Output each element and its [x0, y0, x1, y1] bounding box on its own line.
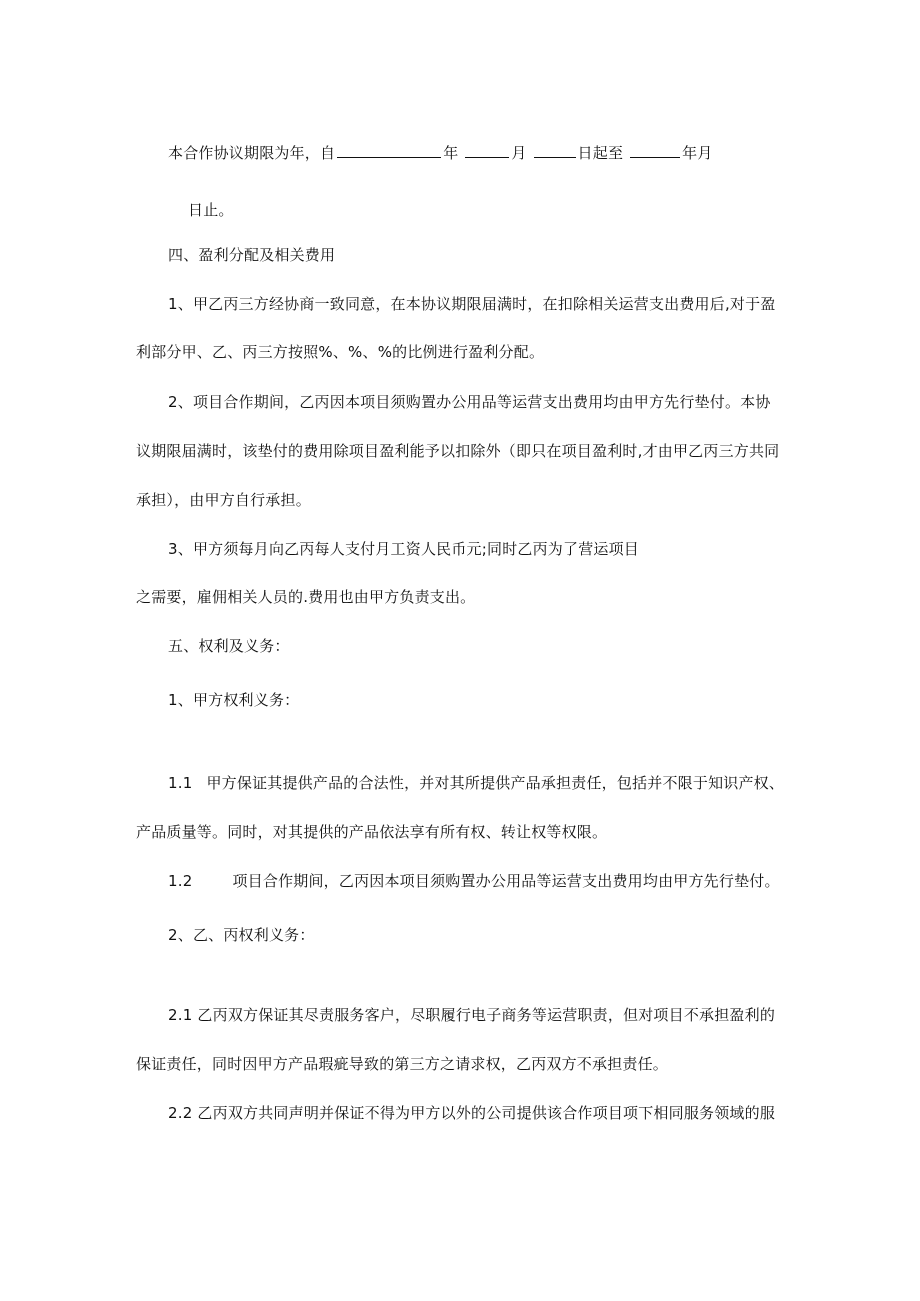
- term-text-start: 本合作协议期限为年，自: [168, 144, 336, 162]
- section-4-heading: 四、盈利分配及相关费用: [168, 246, 336, 264]
- term-text-year-month: 年月: [682, 144, 713, 162]
- clause-5-1-1-number: 1.1: [168, 774, 193, 792]
- term-text-year: 年: [443, 144, 459, 162]
- day-blank-1: [534, 143, 576, 158]
- month-blank-1: [465, 143, 509, 158]
- term-text-month: 月: [511, 144, 527, 162]
- year-blank-1: [337, 143, 441, 158]
- clause-4-1-line-2: 利部分甲、乙、丙三方按照%、%、%的比例进行盈利分配。: [136, 343, 545, 361]
- clause-5-1-1-line-1: [168, 773, 784, 793]
- clause-4-3-line-2: 之需要，雇佣相关人员的.费用也由甲方负责支出。: [136, 588, 476, 606]
- clause-5-2-1-line-2: 保证责任，同时因甲方产品瑕疵导致的第三方之请求权，乙丙双方不承担责任。: [136, 1055, 669, 1073]
- clause-5-2-2-line-1: 2.2 乙丙双方共同声明并保证不得为甲方以外的公司提供该合作项目项下相同服务领域的服: [168, 1104, 776, 1122]
- clause-4-2-line-1: 2、项目合作期间，乙丙因本项目须购置办公用品等运营支出费用均由甲方先行垫付。本协: [168, 393, 771, 411]
- year-blank-2: [630, 143, 680, 158]
- clause-4-1-line-1: 1、甲乙丙三方经协商一致同意，在本协议期限届满时，在扣除相关运营支出费用后,对于盈: [168, 295, 776, 313]
- clause-5-1-1-text: 甲方保证其提供产品的合法性，并对其所提供产品承担责任，包括并不限于知识产权、: [206, 774, 785, 792]
- clause-5-1-1-line-2: 产品质量等。同时，对其提供的产品依法享有所有权、转让权等权限。: [136, 823, 608, 841]
- section-5-heading: 五、权利及义务：: [168, 637, 290, 655]
- clause-4-2-line-3: 承担），由甲方自行承担。: [136, 491, 311, 509]
- clause-5-1-2-text: 项目合作期间，乙丙因本项目须购置办公用品等运营支出费用均由甲方先行垫付。: [232, 872, 780, 890]
- clause-5-2-1-line-1: 2.1 乙丙双方保证其尽责服务客户，尽职履行电子商务等运营职责，但对项目不承担盈利的: [168, 1006, 776, 1024]
- clause-5-2-heading: 2、乙、丙权利义务：: [168, 926, 315, 944]
- clause-5-1-heading: 1、甲方权利义务：: [168, 691, 300, 709]
- clause-4-2-line-2: 议期限届满时，该垫付的费用除项目盈利能予以扣除外（即只在项目盈利时,才由甲乙丙三方共同: [136, 442, 780, 460]
- term-text-until: 日起至: [577, 144, 624, 162]
- term-paragraph-line-2: 日止。: [188, 201, 234, 219]
- term-paragraph-line-1: [168, 143, 713, 163]
- clause-5-1-2-line-1: [168, 871, 780, 891]
- clause-5-1-2-number: 1.2: [168, 872, 193, 890]
- clause-4-3-line-1: 3、甲方须每月向乙丙每人支付月工资人民币元;同时乙丙为了营运项目: [168, 540, 640, 558]
